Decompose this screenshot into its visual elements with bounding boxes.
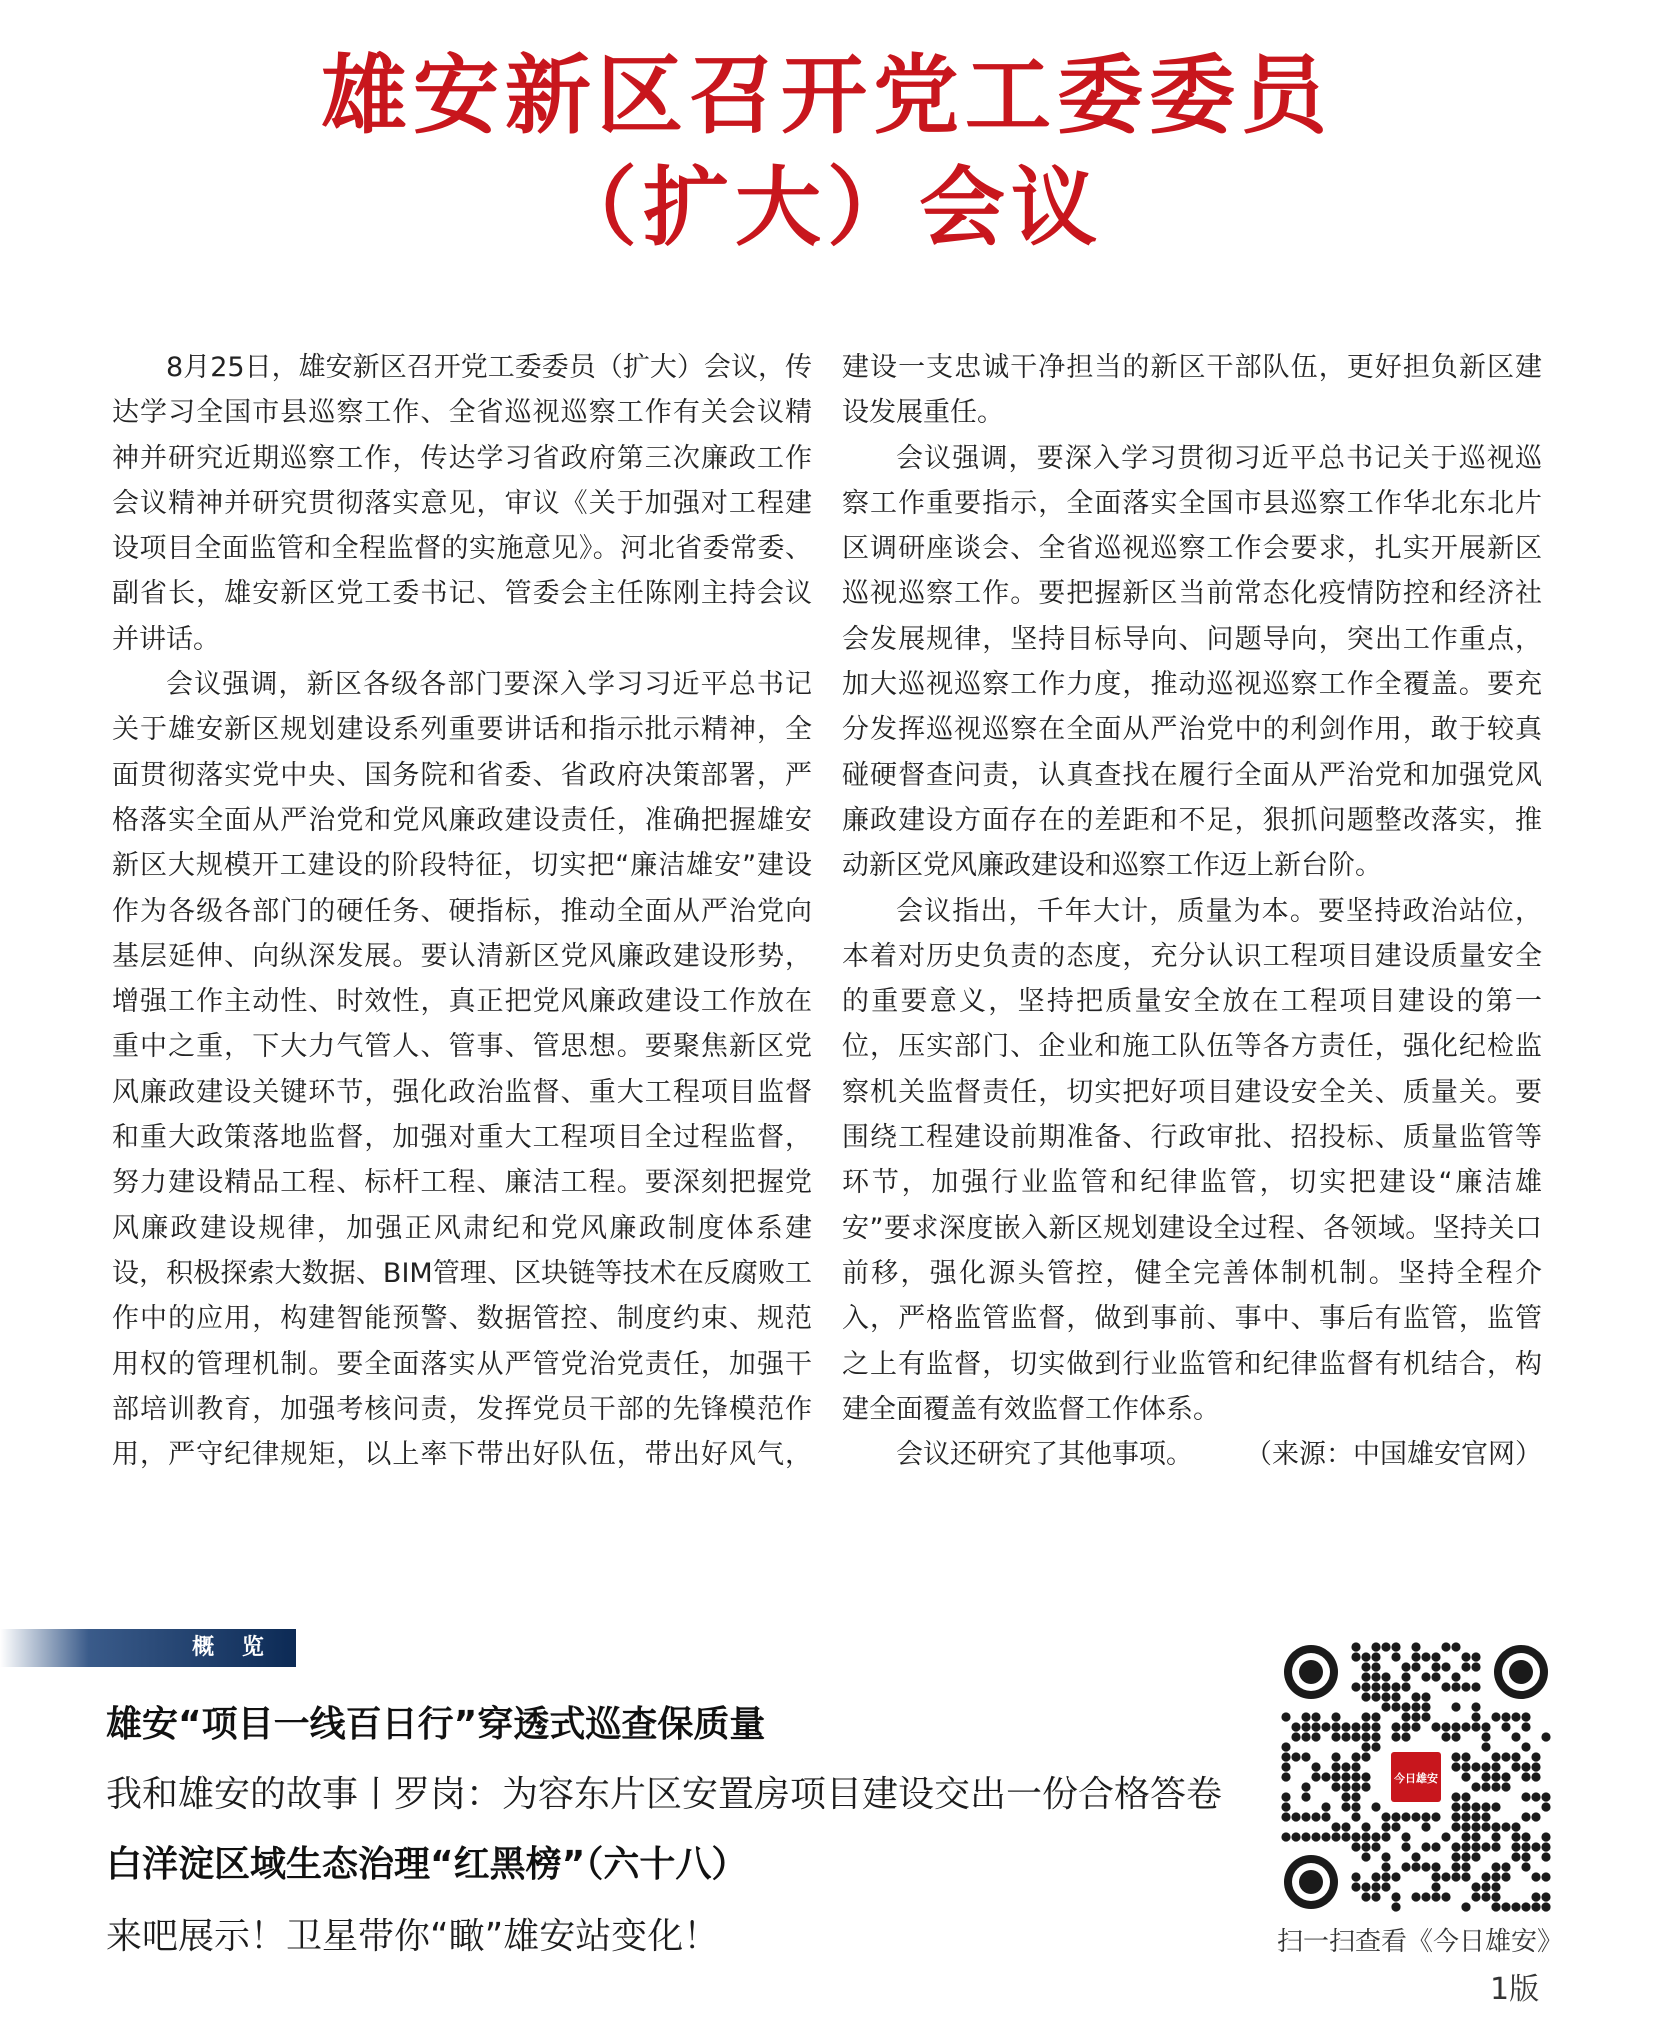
overview-item[interactable]: 白洋淀区域生态治理“红黑榜”（六十八）	[106, 1844, 748, 1885]
qr-code[interactable]	[1281, 1642, 1551, 1912]
overview-item[interactable]: 雄安“项目一线百日行”穿透式巡查保质量	[106, 1704, 766, 1745]
closing-text: 会议还研究了其他事项。	[896, 1439, 1193, 1471]
article-paragraph-1: 8月25日，雄安新区召开党工委委员（扩大）会议，传达学习全国市县巡察工作、全省巡视巡察工作有关会议精神并研究近期巡察工作，传达学习省政府第三次廉政工作会议精神并研究贯彻落实意见，审议《关于加强对工程建设项目全面监管和全程监督的实施意见》。河北省委常委、副省长，雄安新区党工委书记、管委会主任陈刚主持会议并讲话。	[112, 352, 812, 655]
overview-item[interactable]: 我和雄安的故事丨罗岗：为容东片区安置房项目建设交出一份合格答卷	[106, 1774, 1223, 1815]
qr-caption: 扫一扫查看《今日雄安》	[1276, 1927, 1563, 1957]
headline	[0, 40, 1654, 264]
article-paragraph-2: 会议强调，新区各级各部门要深入学习习近平总书记关于雄安新区规划建设系列重要讲话和指示批示精神，全面贯彻落实党中央、国务院和省委、省政府决策部署，严格落实全面从严治党和党风廉政建设责任，准确把握雄安新区大规模开工建设的阶段特征，切实把“廉洁雄安”建设作为各级各部门的硬任务、硬指标，推动全面从严治党向基层延伸、向纵深发展。要认清新区党风廉政建设形势，增强工作主动性、时效性，真正把党风廉政建设工作放在重中之重，下大力气管人、管事、管思想。要聚焦新区党风廉政建设关键环节，强化政治监督、重大工程项目监督和重大政策落地监督，加强对重大工程项目全过程监督，努力建设精品工程、标杆工程、廉洁工程。要深刻把握党风廉政建设规律，加强正风肃纪和党风廉政制度体系建设，积极探索大数据、BIM管理、区块链等技术在反腐败工作中的应用，构建智能预警、数据管控、制度约束、规范用权的管理机制。要全面落实从严管党治党责任，加强干部培训教育，加强考核问责，发挥党员干部的先锋模范作用，严守纪律规矩，以上率下带出好队伍，带出好风气，建设一支忠诚干净担当的新区干部队伍，更好担负新区建设发展重任。	[112, 352, 1542, 1471]
article-paragraph-3: 会议强调，要深入学习贯彻习近平总书记关于巡视巡察工作重要指示，全面落实全国市县巡察工作华北东北片区调研座谈会、全省巡视巡察工作会要求，扎实开展新区巡视巡察工作。要把握新区当前常态化疫情防控和经济社会发展规律，坚持目标导向、问题导向，突出工作重点，加大巡视巡察工作力度，推动巡视巡察工作全覆盖。要充分发挥巡视巡察在全面从严治党中的利剑作用，敢于较真碰硬督查问责，认真查找在履行全面从严治党和加强党风廉政建设方面存在的差距和不足，狠抓问题整改落实，推动新区党风廉政建设和巡察工作迈上新台阶。	[842, 442, 1542, 882]
qr-logo: 今日雄安	[1394, 1772, 1438, 1785]
headline-line-1: 雄安新区召开党工委委员	[321, 45, 1333, 146]
headline-line-2: （扩大）会议	[551, 157, 1103, 258]
overview-item[interactable]: 来吧展示！卫星带你“瞰”雄安站变化！	[106, 1916, 720, 1957]
overview-label: 概 览	[192, 1635, 274, 1660]
article-body	[112, 345, 1542, 1525]
article-source: （来源：中国雄安官网）	[1245, 1439, 1542, 1471]
page-number: 1版	[1490, 1972, 1540, 2007]
article-closing	[842, 1432, 1542, 1477]
article-paragraph-4: 会议指出，千年大计，质量为本。要坚持政治站位，本着对历史负责的态度，充分认识工程项目建设质量安全的重要意义，坚持把质量安全放在工程项目建设的第一位，压实部门、企业和施工队伍等各方责任，强化纪检监察机关监督责任，切实把好项目建设安全关、质量关。要围绕工程建设前期准备、行政审批、招投标、质量监管等环节，加强行业监管和纪律监管，切实把建设“廉洁雄安”要求深度嵌入新区规划建设全过程、各领域。坚持关口前移，强化源头管控，健全完善体制机制。坚持全程介入，严格监管监督，做到事前、事中、事后有监管，监管之上有监督，切实做到行业监管和纪律监督有机结合，构建全面覆盖有效监督工作体系。	[842, 895, 1542, 1425]
